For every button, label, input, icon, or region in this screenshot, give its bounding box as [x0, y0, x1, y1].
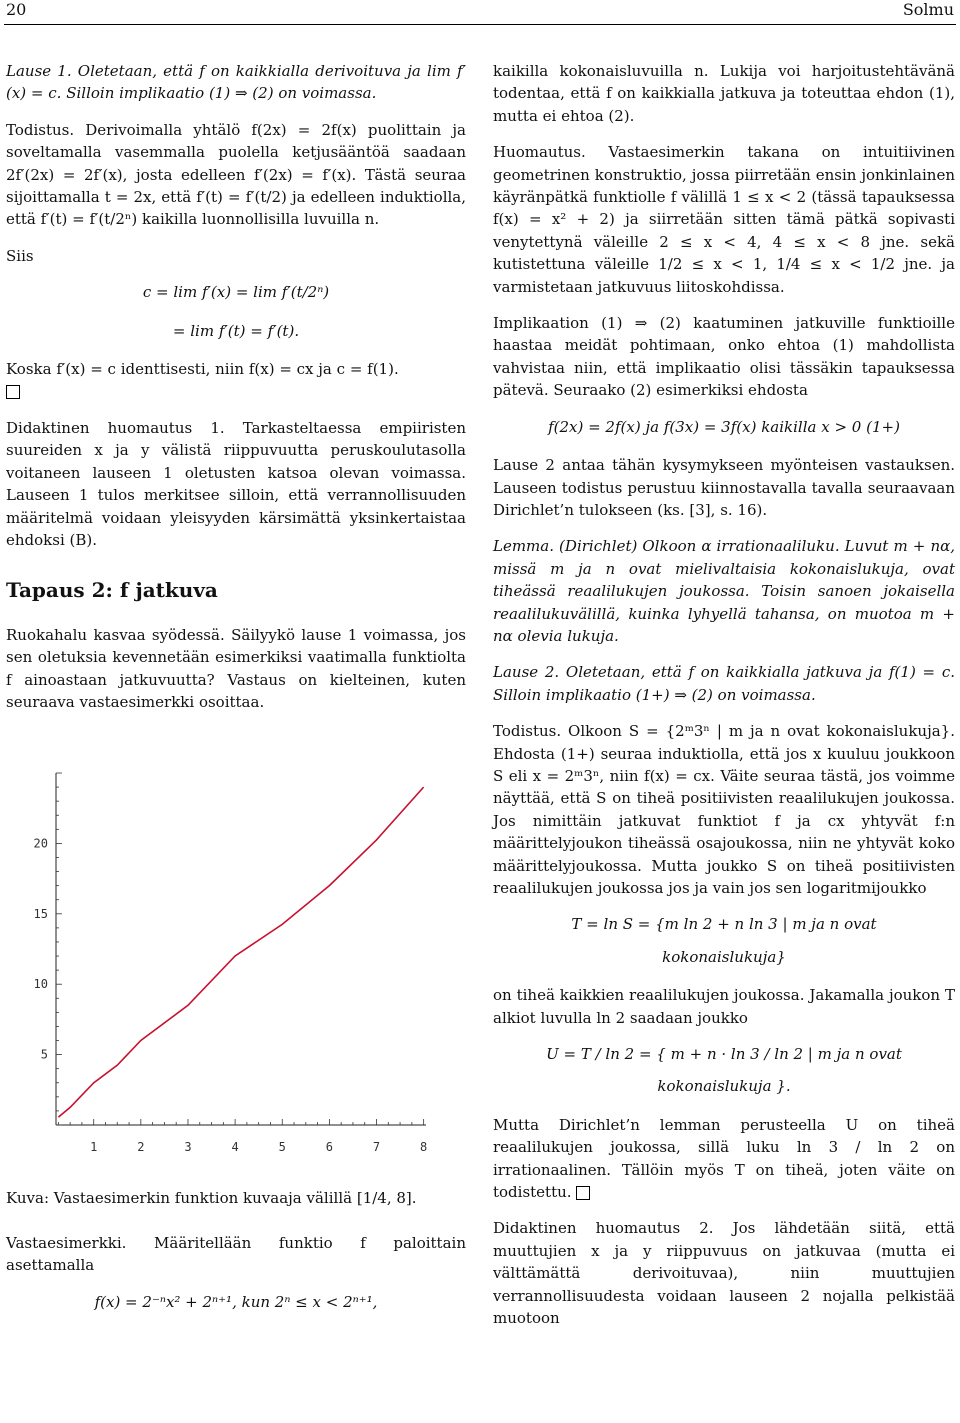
- formula-f: f(x) = 2⁻ⁿx² + 2ⁿ⁺¹, kun 2ⁿ ≤ x < 2ⁿ⁺¹,: [94, 1292, 378, 1311]
- display-U-line1: U = T / ln 2 = { m + n · ln 3 / ln 2 | m ja n ovat: [546, 1045, 902, 1064]
- x-tick-label: 5: [278, 1140, 286, 1155]
- lause-1: Lause 1. Oletetaan, että f on kaikkialla derivoituva ja lim f′(x) = c. Silloin implikaatio (1) ⇒ (2) on voimassa.: [6, 62, 466, 103]
- qed-square-icon: [6, 385, 20, 399]
- huomautus: Huomautus. Vastaesimerkin takana on intuitiivinen geometrinen konstruktio, jossa piirretään ensin jonkinlainen käyränpätkä funktiolle f välillä 1 ≤ x < 2 (tässä tapauksessa f(x) = x² + 2) ja siirretään sitten tämä pätkä sopivasti venytettynä väleille 2 ≤ x < 4, 4 ≤ x < 8 jne. sekä kutistettuna väleille 1/2 ≤ x < 1, 1/4 ≤ x < 1/2 jne. ja varmistetaan jatkuvuus liitoskohdissa.: [493, 143, 955, 296]
- display-T-line2: kokonaislukuja}: [662, 947, 786, 966]
- display-U-line2: kokonaislukuja }.: [657, 1077, 791, 1096]
- x-tick-label: 1: [90, 1140, 98, 1155]
- koska-sentence: Koska f′(x) = c identtisesti, niin f(x) = cx ja c = f(1).: [6, 360, 399, 379]
- x-tick-label: 8: [420, 1140, 428, 1155]
- x-tick-label: 7: [372, 1140, 381, 1155]
- x-tick-label: 6: [325, 1140, 333, 1155]
- plot-axes: [56, 773, 426, 1125]
- function-plot: [6, 765, 466, 1175]
- qed-square-icon-2: [576, 1186, 590, 1200]
- proof-1: Todistus. Derivoimalla yhtälö f(2x) = 2f(x) puolittain ja soveltamalla vasemmalla puolella ketjusääntöä saadaan 2f′(2x) = 2f′(x), josta edelleen f′(2x) = f′(x). Tästä seuraa sijoittamalla t = 2x, että f′(t) = f′(t/2) ja edelleen induktiolla, että f′(t) = f′(t/2ⁿ) kaikilla luonnollisilla luvuilla n.: [6, 120, 466, 229]
- koska-text: [6, 358, 466, 403]
- implikaatio: Implikaation (1) ⇒ (2) kaatuminen jatkuville funktioille haastaa meidät pohtimaan, onko ehtoa (1) mahdollista vahvistaa niin, että implikaatio olisi tässäkin tapauksessa pätevä. Seuraako (2) esimerkiksi ehdosta: [493, 314, 955, 400]
- siis-text: Siis: [6, 246, 34, 265]
- lause-2-intro: Lause 2 antaa tähän kysymykseen myönteisen vastauksen. Lauseen todistus perustuu kiinnostavalla tavalla seuraavaan Dirichlet’n tulokseen (ks. [3], s. 16).: [493, 456, 955, 519]
- figure-caption: Kuva: Vastaesimerkin funktion kuvaaja välillä [1/4, 8].: [6, 1189, 417, 1208]
- x-tick-label: 2: [137, 1140, 145, 1155]
- lemma: Lemma. (Dirichlet) Olkoon α irrationaaliluku. Luvut m + nα, missä m ja n ovat mielivaltaisia kokonaislukuja, ovat tiheässä reaalilukujen joukossa. Toisin sanoen jokaisella reaalilukuvälillä, kuinka lyhyellä tahansa, on muotoa m + nα olevia lukuja.: [493, 537, 955, 645]
- proof-2: Todistus. Olkoon S = {2ᵐ3ⁿ | m ja n ovat kokonaislukuja}. Ehdosta (1+) seuraa induktiolla, että jos x kuuluu joukkoon S eli x = 2ᵐ3ⁿ, niin f(x) = cx. Väite seuraa tästä, jos voimme näyttää, että S on tiheä positiivisten reaalilukujen joukossa. Jos nimittäin jatkuvat funktiot f ja cx yhtyvät f:n määrittelyjoukon tiheässä osajoukossa, niin ne yhtyvät koko määrittelyjoukossa. Mutta joukko S on tiheä positiivisten reaalilukujen joukossa jos ja vain jos sen logaritmijoukko: [493, 722, 955, 897]
- header-rule: [4, 24, 956, 25]
- y-tick-label: 20: [33, 836, 48, 851]
- display-T-line1: T = ln S = {m ln 2 + n ln 3 | m ja n ovat: [571, 915, 877, 934]
- dirichlet-sentence: Mutta Dirichlet’n lemman perusteella U on tiheä reaalilukujen joukossa, sillä luku ln 3 / ln 2 on irrationaalinen. Tällöin myös T on tiheä, joten väite on todistettu.: [493, 1115, 955, 1202]
- right-column: [493, 60, 955, 1344]
- page-number: 20: [6, 0, 27, 19]
- x-tick-label: 4: [231, 1140, 239, 1155]
- right-cont: kaikilla kokonaisluvuilla n. Lukija voi harjoitustehtävänä todentaa, että f on kaikkialla jatkuva ja toteuttaa ehdon (1), mutta ei ehtoa (2).: [493, 62, 955, 125]
- section-paragraph: Ruokahalu kasvaa syödessä. Säilyykö lause 1 voimassa, jos sen oletuksia kevennetään esimerkiksi vaatimalla funktiolta f ainoastaan jatkuvuutta? Vastaus on kielteinen, kuten seuraava vastaesimerkki osoittaa.: [6, 625, 466, 711]
- running-title: Solmu: [902, 0, 954, 19]
- x-tick-label: 3: [184, 1140, 192, 1155]
- didaktinen-huomautus-1: Didaktinen huomautus 1. Tarkasteltaessa empiiristen suureiden x ja y välistä riippuvuutta peruskoulutasolla voitaneen lauseen 1 oletusten katsoa olevan voimassa. Lauseen 1 tulos merkitsee silloin, että verrannollisuuden määritelmä voidaan yleisyyden kärsimättä yksinkertaistaa ehdoksi (B).: [6, 418, 466, 549]
- page-header: [0, 0, 960, 26]
- vastaesimerkki: Vastaesimerkki. Määritellään funktio f paloittain asettamalla: [6, 1233, 466, 1275]
- series-line: [58, 787, 423, 1117]
- y-tick-labels: [34, 837, 48, 1062]
- y-tick-label: 10: [33, 977, 48, 992]
- dirichlet-text: [493, 1114, 955, 1204]
- section-heading: Tapaus 2: f jatkuva: [6, 578, 218, 603]
- tihea-text: on tiheä kaikkien reaalilukujen joukossa. Jakamalla joukon T alkiot luvulla ln 2 saadaan joukko: [493, 986, 955, 1027]
- didaktinen-huomautus-2: Didaktinen huomautus 2. Jos lähdetään siitä, että muuttujien x ja y riippuvuus on jatkuvaa (mutta ei välttämättä derivoituvaa), niin muuttujien verrannollisuudesta voidaan lauseen 2 nojalla pelkistää muotoon: [493, 1219, 955, 1328]
- y-tick-label: 15: [33, 907, 48, 922]
- display-limit-1: c = lim f′(x) = lim f′(t/2ⁿ): [142, 283, 330, 302]
- x-tick-labels: [90, 1140, 427, 1154]
- display-limit-2: = lim f′(t) = f′(t).: [172, 321, 300, 340]
- left-column: [6, 60, 466, 1329]
- lause-2: Lause 2. Oletetaan, että f on kaikkialla jatkuva ja f(1) = c. Silloin implikaatio (1+) ⇒ (2) on voimassa.: [493, 663, 955, 704]
- y-tick-label: 5: [40, 1047, 48, 1062]
- display-1plus: f(2x) = 2f(x) ja f(3x) = 3f(x) kaikilla x > 0 (1+): [548, 417, 900, 436]
